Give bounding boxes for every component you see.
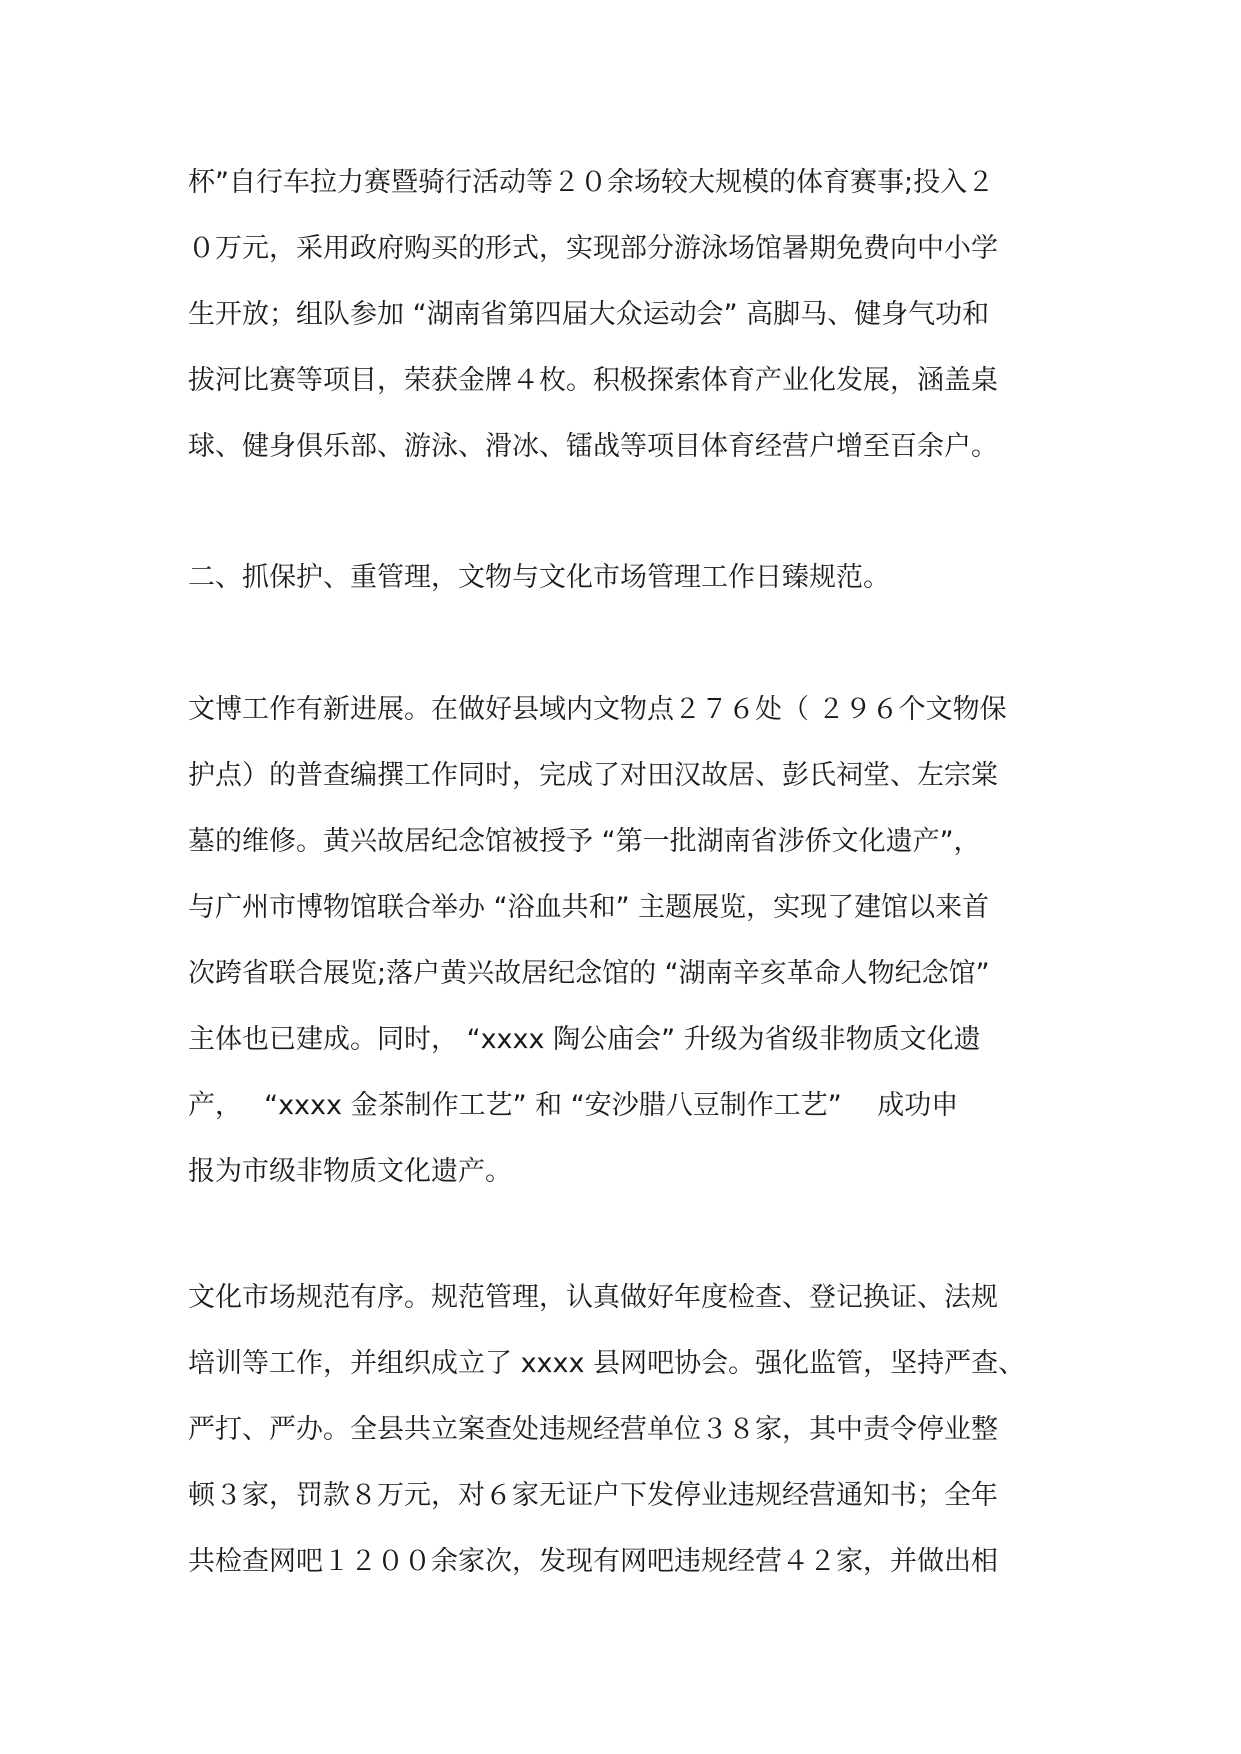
text-line: 主体也已建成。同时， “xxxx 陶公庙会” 升级为省级非物质文化遗 xyxy=(188,1024,981,1055)
text-line: 墓的维修。黄兴故居纪念馆被授予 “第一批湖南省涉侨文化遗产”， xyxy=(188,826,981,857)
text-line: 与广州市博物馆联合举办 “浴血共和” 主题展览，实现了建馆以来首 xyxy=(188,892,990,923)
text-line: 拔河比赛等项目，荣获金牌４枚。积极探索体育产业化发展，涵盖桌 xyxy=(188,365,998,396)
section-heading xyxy=(188,545,1068,611)
paragraph-sports-events xyxy=(188,150,1068,480)
text-line: 次跨省联合展览;落户黄兴故居纪念馆的 “湖南辛亥革命人物纪念馆” xyxy=(188,958,990,989)
text-line: 文化市场规范有序。规范管理，认真做好年度检查、登记换证、法规 xyxy=(188,1282,998,1313)
paragraph-cultural-relics xyxy=(188,677,1068,1205)
text-line: 共检查网吧１２００余家次，发现有网吧违规经营４２家，并做出相 xyxy=(188,1546,998,1577)
paragraph-cultural-market xyxy=(188,1265,1068,1595)
text-line: 顿３家，罚款８万元，对６家无证户下发停业违规经营通知书；全年 xyxy=(188,1480,998,1511)
text-line: 护点）的普查编撰工作同时，完成了对田汉故居、彭氏祠堂、左宗棠 xyxy=(188,760,998,791)
text-line: 球、健身俱乐部、游泳、滑冰、镭战等项目体育经营户增至百余户。 xyxy=(188,431,998,462)
text-line: 产， “xxxx 金茶制作工艺” 和 “安沙腊八豆制作工艺” 成功申 xyxy=(188,1090,959,1121)
text-line: 文博工作有新进展。在做好县域内文物点２７６处（ ２９６个文物保 xyxy=(188,694,1007,725)
heading-text: 二、抓保护、重管理，文物与文化市场管理工作日臻规范。 xyxy=(188,562,890,593)
text-line: 严打、严办。全县共立案查处违规经营单位３８家，其中责令停业整 xyxy=(188,1414,998,1445)
text-line: 培训等工作，并组织成立了 xxxx 县网吧协会。强化监管，坚持严查、 xyxy=(188,1348,1026,1379)
text-line: ０万元，采用政府购买的形式，实现部分游泳场馆暑期免费向中小学 xyxy=(188,233,998,264)
text-line: 生开放；组队参加 “湖南省第四届大众运动会” 高脚马、健身气功和 xyxy=(188,299,990,330)
text-line: 报为市级非物质文化遗产。 xyxy=(188,1156,512,1187)
text-line: 杯”自行车拉力赛暨骑行活动等２０余场较大规模的体育赛事;投入２ xyxy=(188,167,995,198)
